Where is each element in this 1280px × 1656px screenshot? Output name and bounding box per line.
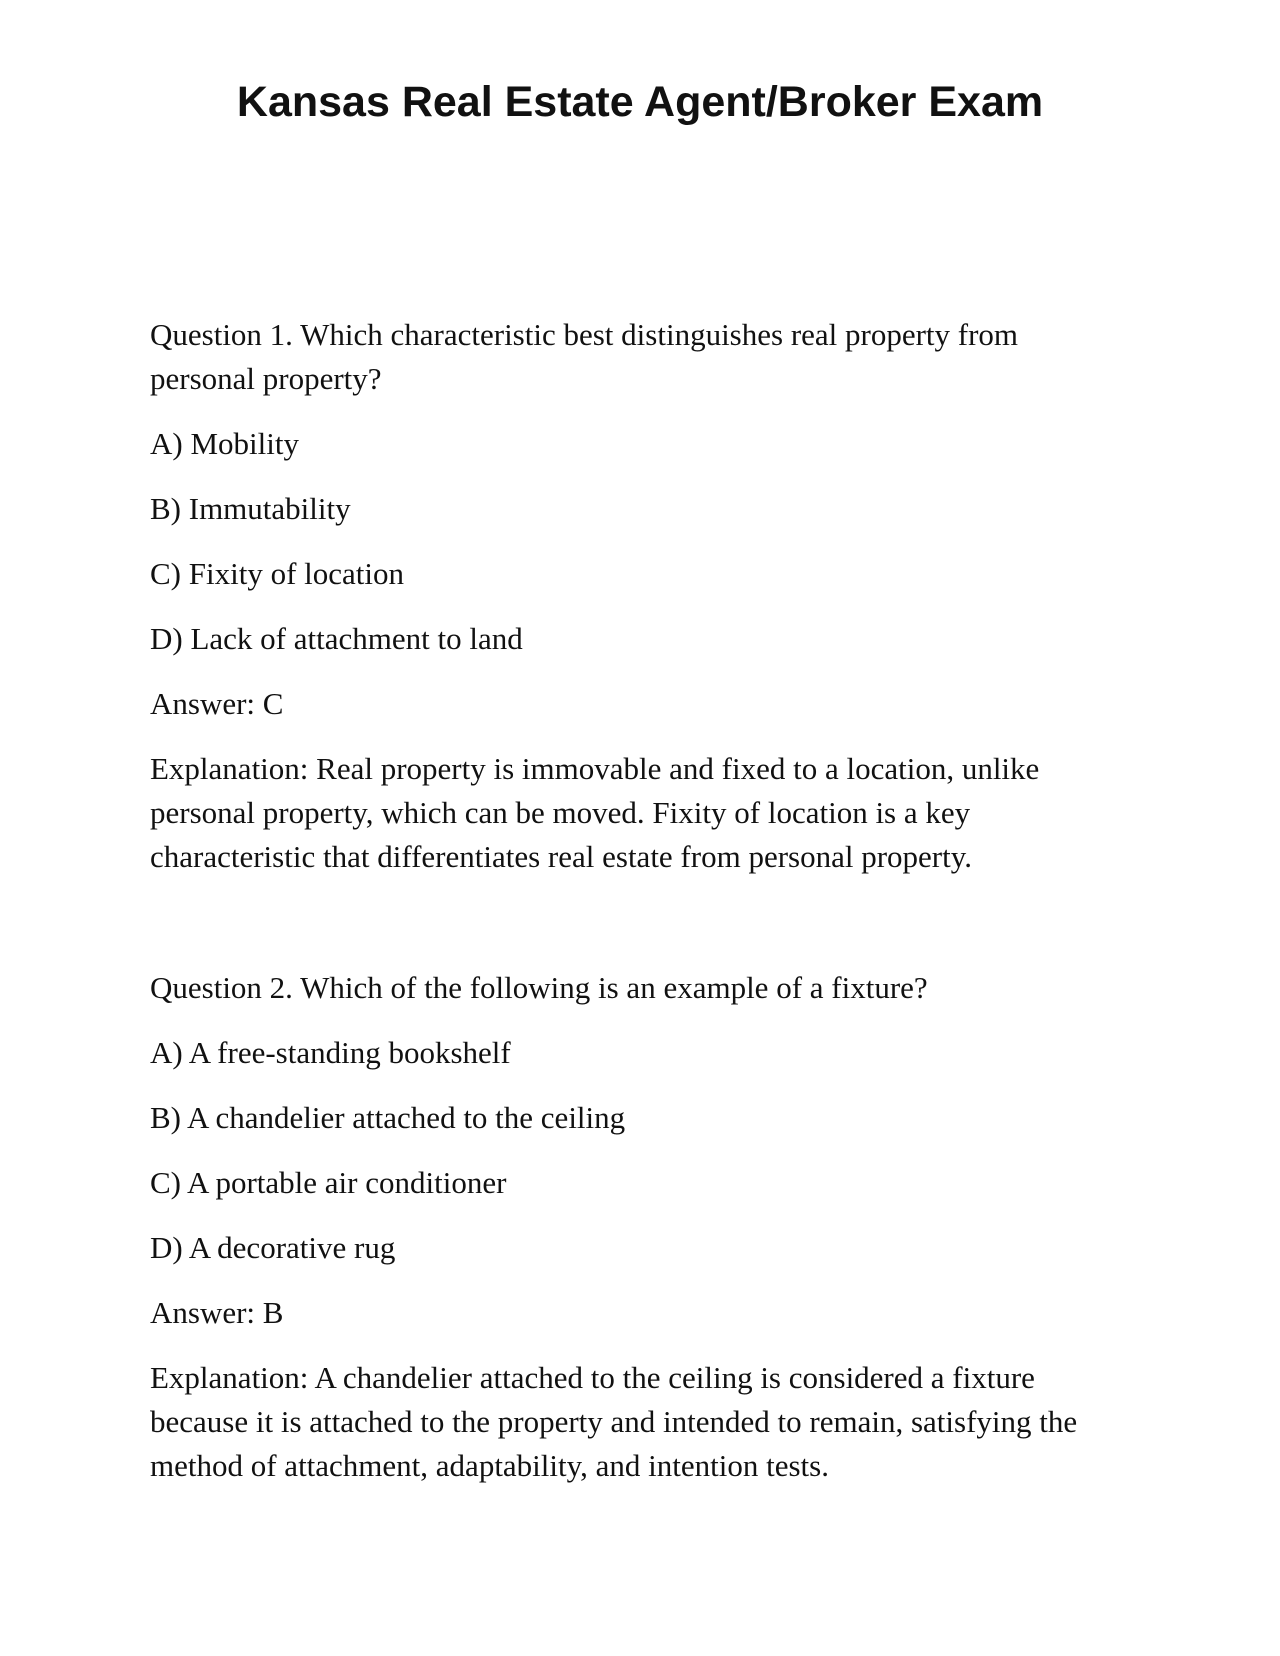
explanation: Explanation: A chandelier attached to the ceiling is considered a fixture because it is attached to the property and intended to remain, satisfying the method of attachment, adaptability, and intention tests. <box>150 1360 1078 1483</box>
answer-option-c: C) Fixity of location <box>150 556 405 591</box>
answer-option-b: B) Immutability <box>150 491 351 526</box>
correct-answer: Answer: C <box>150 686 284 721</box>
explanation: Explanation: Real property is immovable and fixed to a location, unlike personal property, which can be moved. Fixity of location is a key characteristic that differentiates real estate from personal property. <box>150 751 1040 874</box>
question-prompt: Question 2. Which of the following is an example of a fixture? <box>150 970 928 1005</box>
answer-option-b: B) A chandelier attached to the ceiling <box>150 1100 626 1135</box>
answer-option-a: A) Mobility <box>150 426 299 461</box>
answer-option-c: C) A portable air conditioner <box>150 1165 507 1200</box>
page-title: Kansas Real Estate Agent/Broker Exam <box>236 78 1044 126</box>
answer-option-d: D) Lack of attachment to land <box>150 621 523 656</box>
question-block-2 <box>150 966 1130 1509</box>
answer-option-d: D) A decorative rug <box>150 1230 396 1265</box>
answer-option-a: A) A free-standing bookshelf <box>150 1035 511 1070</box>
question-block-1 <box>150 313 1130 900</box>
correct-answer: Answer: B <box>150 1295 284 1330</box>
question-prompt: Question 1. Which characteristic best distinguishes real property from personal property? <box>150 317 1019 396</box>
